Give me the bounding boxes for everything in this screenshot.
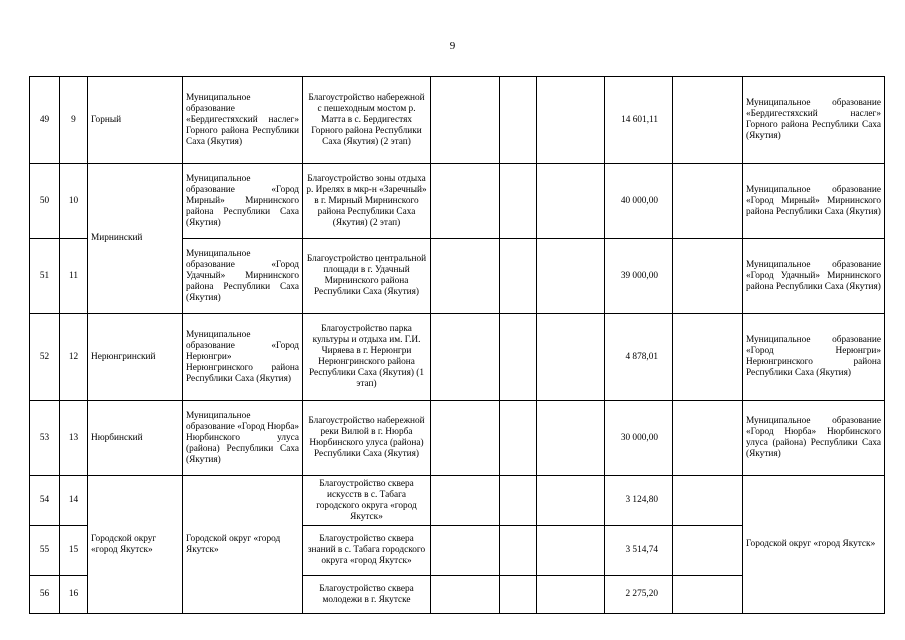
empty-cell <box>431 526 500 576</box>
empty-cell <box>673 476 743 526</box>
recipient-cell: Городской округ «город Якутск» <box>743 476 885 614</box>
empty-cell <box>673 526 743 576</box>
recipient-cell: Муниципальное образование «Город Мирный» Мирнинского района Республики Саха (Якутия) <box>743 164 885 239</box>
municipality-cell: Муниципальное образование «Город Мирный» Мирнинского района Республики Саха (Якутия) <box>183 164 303 239</box>
page-number: 9 <box>449 40 456 52</box>
amount-cell: 2 275,20 <box>605 576 673 614</box>
row-number: 55 <box>30 526 60 576</box>
row-index: 9 <box>60 77 88 164</box>
object-cell: Благоустройство центральной площади в г. Удачный Мирнинского района Республики Саха (Якутия) <box>303 239 431 314</box>
amount-cell: 30 000,00 <box>605 401 673 476</box>
object-cell: Благоустройство набережной с пешеходным мостом р. Матта в с. Бердигестях Горного района Республики Саха (Якутия) (2 этап) <box>303 77 431 164</box>
district-cell: Нерюнгринский <box>88 314 183 401</box>
empty-cell <box>500 239 537 314</box>
district-cell: Мирнинский <box>88 164 183 314</box>
row-index: 11 <box>60 239 88 314</box>
district-cell: Горный <box>88 77 183 164</box>
amount-cell: 3 124,80 <box>605 476 673 526</box>
object-cell: Благоустройство зоны отдыха р. Ирелях в мкр-н «Заречный» в г. Мирный Мирнинского района Республики Саха (Якутия) (2 этап) <box>303 164 431 239</box>
empty-cell <box>537 164 605 239</box>
recipient-cell: Муниципальное образование «Город Нюрба» Нюрбинского улуса (района) Республики Саха (Якутия) <box>743 401 885 476</box>
table-row <box>30 476 885 526</box>
row-index: 12 <box>60 314 88 401</box>
empty-cell <box>500 526 537 576</box>
row-index: 15 <box>60 526 88 576</box>
object-cell: Благоустройство сквера знаний в с. Табага городского округа «город Якутск» <box>303 526 431 576</box>
amount-cell: 39 000,00 <box>605 239 673 314</box>
object-cell: Благоустройство парка культуры и отдыха им. Г.И. Чиряева в г. Нерюнгри Нерюнгринского района Республики Саха (Якутия) (1 этап) <box>303 314 431 401</box>
empty-cell <box>537 476 605 526</box>
empty-cell <box>673 401 743 476</box>
object-cell: Благоустройство набережной реки Вилюй в г. Нюрба Нюрбинского улуса (района) Республики Саха (Якутия) <box>303 401 431 476</box>
table-row <box>30 164 885 239</box>
recipient-cell: Муниципальное образование «Город Удачный» Мирнинского района Республики Саха (Якутия) <box>743 239 885 314</box>
empty-cell <box>431 401 500 476</box>
municipality-cell: Муниципальное образование «Город Удачный» Мирнинского района Республики Саха (Якутия) <box>183 239 303 314</box>
row-index: 16 <box>60 576 88 614</box>
table-row <box>30 77 885 164</box>
row-index: 14 <box>60 476 88 526</box>
recipient-cell: Муниципальное образование «Бердигестяхский наслег» Горного района Республики Саха (Якутия) <box>743 77 885 164</box>
municipality-cell: Муниципальное образование «Город Нерюнгри» Нерюнгринского района Республики Саха (Якутия) <box>183 314 303 401</box>
row-number: 56 <box>30 576 60 614</box>
amount-cell: 14 601,11 <box>605 77 673 164</box>
district-cell: Городской округ «город Якутск» <box>88 476 183 614</box>
empty-cell <box>500 77 537 164</box>
empty-cell <box>431 164 500 239</box>
row-number: 50 <box>30 164 60 239</box>
empty-cell <box>673 77 743 164</box>
empty-cell <box>673 576 743 614</box>
empty-cell <box>673 164 743 239</box>
empty-cell <box>431 239 500 314</box>
object-cell: Благоустройство сквера молодежи в г. Якутске <box>303 576 431 614</box>
row-number: 52 <box>30 314 60 401</box>
empty-cell <box>500 476 537 526</box>
municipality-cell: Городской округ «город Якутск» <box>183 476 303 614</box>
empty-cell <box>431 314 500 401</box>
amount-cell: 40 000,00 <box>605 164 673 239</box>
empty-cell <box>500 576 537 614</box>
empty-cell <box>537 77 605 164</box>
amount-cell: 4 878,01 <box>605 314 673 401</box>
empty-cell <box>537 576 605 614</box>
empty-cell <box>431 476 500 526</box>
empty-cell <box>500 164 537 239</box>
program-table <box>29 76 885 614</box>
table-row <box>30 314 885 401</box>
row-number: 49 <box>30 77 60 164</box>
empty-cell <box>431 77 500 164</box>
empty-cell <box>537 401 605 476</box>
empty-cell <box>500 314 537 401</box>
recipient-cell: Муниципальное образование «Город Нерюнгри» Нерюнгринского района Республики Саха (Якутия) <box>743 314 885 401</box>
empty-cell <box>673 314 743 401</box>
empty-cell <box>500 401 537 476</box>
empty-cell <box>537 526 605 576</box>
empty-cell <box>673 239 743 314</box>
row-number: 53 <box>30 401 60 476</box>
row-number: 51 <box>30 239 60 314</box>
row-number: 54 <box>30 476 60 526</box>
row-index: 13 <box>60 401 88 476</box>
table-row <box>30 401 885 476</box>
municipality-cell: Муниципальное образование «Город Нюрба» Нюрбинского улуса (района) Республики Саха (Якутия) <box>183 401 303 476</box>
empty-cell <box>537 239 605 314</box>
district-cell: Нюрбинский <box>88 401 183 476</box>
empty-cell <box>431 576 500 614</box>
row-index: 10 <box>60 164 88 239</box>
amount-cell: 3 514,74 <box>605 526 673 576</box>
object-cell: Благоустройство сквера искусств в с. Табага городского округа «город Якутск» <box>303 476 431 526</box>
municipality-cell: Муниципальное образование «Бердигестяхский наслег» Горного района Республики Саха (Якутия) <box>183 77 303 164</box>
empty-cell <box>537 314 605 401</box>
